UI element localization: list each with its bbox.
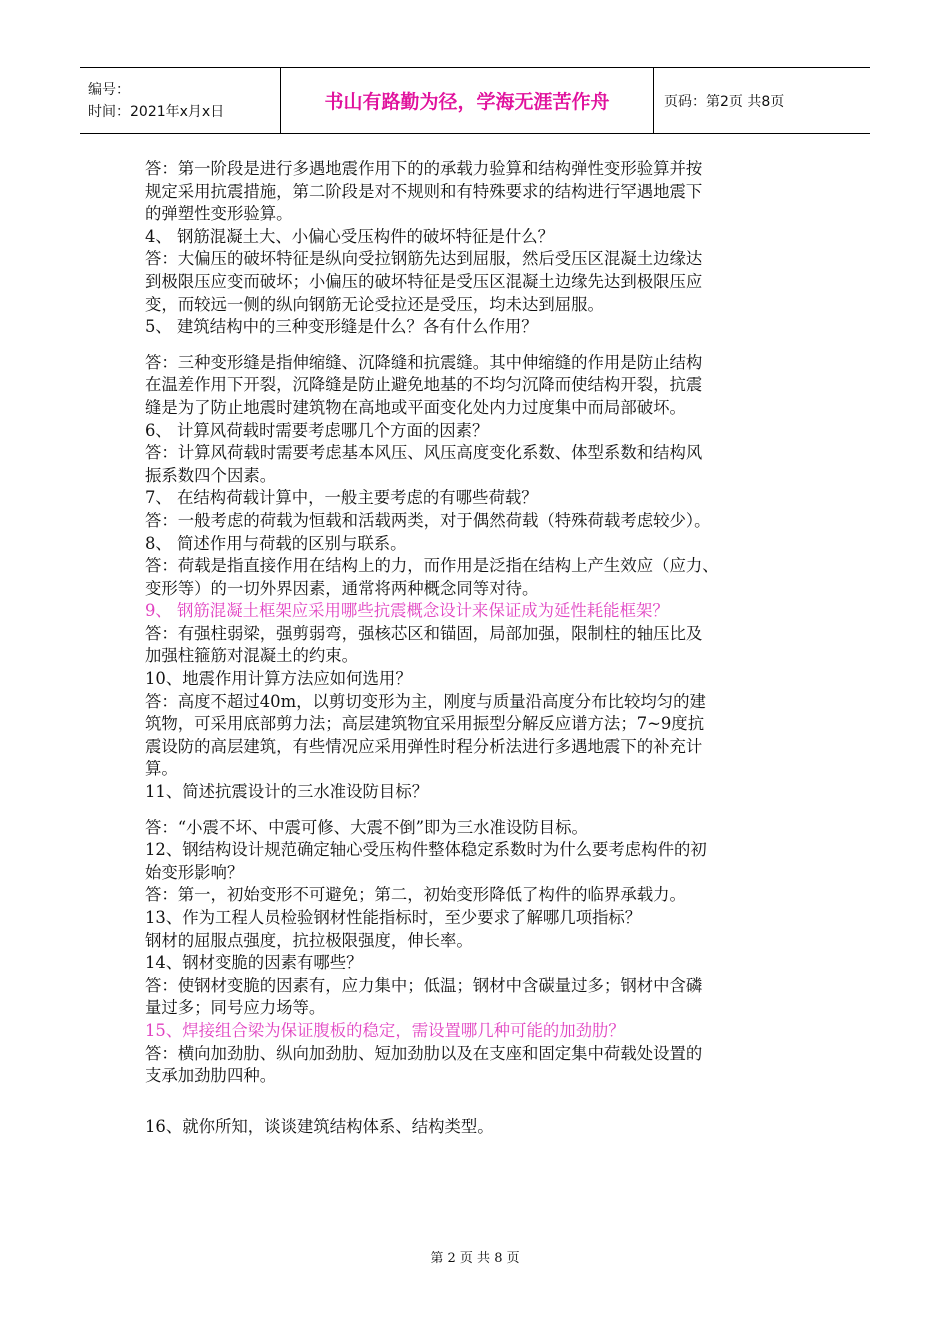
page-label: 页码：第2页 共8页 <box>664 93 785 110</box>
text-line: 量过多；同号应力场等。 <box>145 998 326 1018</box>
text-line: 算。 <box>145 759 178 779</box>
question-16: 16、就你所知，谈谈建筑结构体系、结构类型。 <box>145 1116 494 1136</box>
text-line: 答：荷载是指直接作用在结构上的力，而作用是泛指在结构上产生效应（应力、 <box>145 556 719 576</box>
text-line: 答：“小震不坏、中震可修、大震不倒”即为三水准设防目标。 <box>145 817 588 837</box>
text-line: 规定采用抗震措施，第二阶段是对不规则和有特殊要求的结构进行罕遇地震下 <box>145 181 703 201</box>
text-line: 答：使钢材变脆的因素有，应力集中；低温；钢材中含碳量过多；钢材中含磷 <box>145 975 703 995</box>
text-line: 答：第一阶段是进行多遇地震作用下的的承载力验算和结构弹性变形验算并按 <box>145 159 703 178</box>
question-12: 12、钢结构设计规范确定轴心受压构件整体稳定系数时为什么要考虑构件的初 <box>145 840 707 860</box>
number-label: 编号： <box>88 81 130 98</box>
time-label: 时间：2021年x月x日 <box>88 103 225 120</box>
text-line: 答：一般考虑的荷载为恒载和活载两类，对于偶然荷载（特殊荷载考虑较少）。 <box>145 510 711 530</box>
question-4: 4、 钢筋混凝土大、小偏心受压构件的破坏特征是什么？ <box>145 226 555 246</box>
text-line: 的弹塑性变形验算。 <box>145 204 293 224</box>
text-line: 缝是为了防止地震时建筑物在高地或平面变化处内力过度集中而局部破坏。 <box>145 397 686 417</box>
question-14: 14、钢材变脆的因素有哪些？ <box>145 953 363 973</box>
header-center <box>280 68 654 133</box>
spacer <box>145 1088 810 1116</box>
text-line: 始变形影响？ <box>145 862 244 882</box>
question-10: 10、地震作用计算方法应如何选用？ <box>145 669 412 689</box>
text-line: 答：大偏压的破坏特征是纵向受拉钢筋先达到屈服，然后受压区混凝土边缘达 <box>145 249 703 269</box>
text-line: 筑物，可采用底部剪力法；高层建筑物宜采用振型分解反应谱方法；7~9度抗 <box>145 714 705 734</box>
text-line: 振系数四个因素。 <box>145 465 277 485</box>
text-line: 支承加劲肋四种。 <box>145 1066 277 1086</box>
question-13: 13、作为工程人员检验钢材性能指标时，至少要求了解哪几项指标？ <box>145 908 642 927</box>
spacer <box>145 339 810 352</box>
question-9: 9、 钢筋混凝土框架应采用哪些抗震概念设计来保证成为延性耗能框架？ <box>145 601 669 621</box>
page-header <box>80 67 870 134</box>
question-11: 11、简述抗震设计的三水准设防目标？ <box>145 782 429 802</box>
page-footer: 第 2 页 共 8 页 <box>430 1251 520 1266</box>
text-line: 答：高度不超过40m，以剪切变形为主，刚度与质量沿高度分布比较均匀的建 <box>145 691 706 711</box>
motto: 书山有路勤为径，学海无涯苦作舟 <box>324 91 610 113</box>
text-line: 答：有强柱弱梁，强剪弱弯，强核芯区和锚固，局部加强，限制柱的轴压比及 <box>145 623 703 643</box>
question-7: 7、 在结构荷载计算中，一般主要考虑的有哪些荷载？ <box>145 488 538 508</box>
text-line: 在温差作用下开裂，沉降缝是防止避免地基的不均匀沉降而使结构开裂，抗震 <box>145 375 703 395</box>
question-15: 15、焊接组合梁为保证腹板的稳定，需设置哪几种可能的加劲肋？ <box>145 1020 625 1040</box>
question-5: 5、 建筑结构中的三种变形缝是什么？各有什么作用？ <box>145 317 538 337</box>
text-line: 到极限压应变而破坏；小偏压的破坏特征是受压区混凝土边缘先达到极限压应 <box>145 271 703 291</box>
text-line: 加强柱箍筋对混凝土的约束。 <box>145 646 359 666</box>
question-6: 6、 计算风荷载时需要考虑哪几个方面的因素？ <box>145 420 489 440</box>
text-line: 答：三种变形缝是指伸缩缝、沉降缝和抗震缝。其中伸缩缝的作用是防止结构 <box>145 352 703 372</box>
document-body <box>145 158 810 1138</box>
text-line: 答：计算风荷载时需要考虑基本风压、风压高度变化系数、体型系数和结构风 <box>145 443 703 463</box>
text-line: 震设防的高层建筑，有些情况应采用弹性时程分析法进行多遇地震下的补充计 <box>145 736 703 756</box>
text-line: 变形等）的一切外界因素，通常将两种概念同等对待。 <box>145 578 539 598</box>
header-left <box>80 68 280 133</box>
text-line: 答：横向加劲肋、纵向加劲肋、短加劲肋以及在支座和固定集中荷载处设置的 <box>145 1043 703 1063</box>
text-line: 变，而较远一侧的纵向钢筋无论受拉还是受压，均未达到屈服。 <box>145 294 604 314</box>
header-right <box>654 68 870 133</box>
text-line: 钢材的屈服点强度，抗拉极限强度，伸长率。 <box>145 930 473 950</box>
spacer <box>145 804 810 817</box>
text-line: 答：第一，初始变形不可避免；第二，初始变形降低了构件的临界承载力。 <box>145 885 686 905</box>
question-8: 8、 简述作用与荷载的区别与联系。 <box>145 533 407 553</box>
